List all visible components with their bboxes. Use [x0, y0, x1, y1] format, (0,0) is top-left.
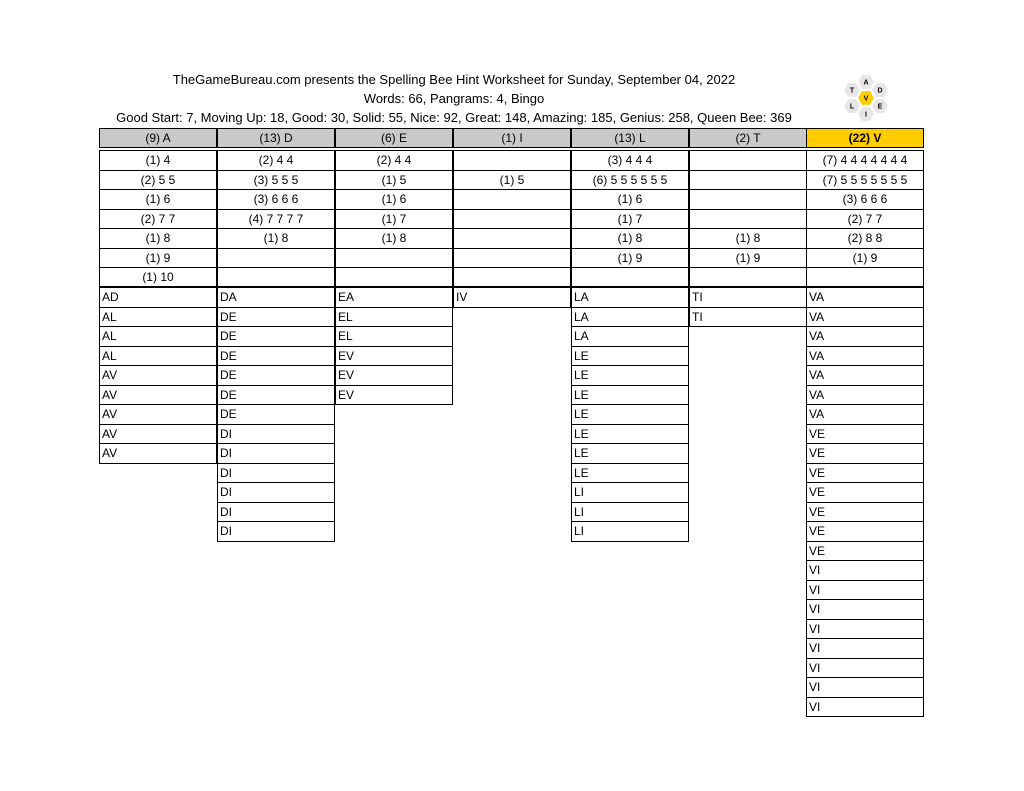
prefix-cell: DA — [217, 287, 335, 308]
prefix-cell: TI — [689, 307, 807, 328]
prefix-cell: DE — [217, 307, 335, 328]
prefix-cell: TI — [689, 287, 807, 308]
hive-logo — [838, 71, 894, 125]
length-count-cell: (2) 4 4 — [335, 150, 453, 170]
length-count-cell: (1) 9 — [689, 248, 807, 268]
prefix-cell: LI — [571, 521, 689, 542]
length-count-cell: (1) 8 — [217, 228, 335, 248]
length-count-cell: (1) 7 — [571, 209, 689, 229]
length-count-cell: (2) 8 8 — [806, 228, 924, 248]
length-count-cell: (1) 8 — [99, 228, 217, 248]
prefix-cell: DI — [217, 502, 335, 523]
length-count-cell — [689, 189, 807, 209]
length-count-cell: (1) 7 — [335, 209, 453, 229]
length-count-cell: (1) 9 — [571, 248, 689, 268]
length-count-cell: (6) 5 5 5 5 5 5 — [571, 170, 689, 190]
prefix-cell: AV — [99, 365, 217, 386]
prefix-cell: DI — [217, 443, 335, 464]
length-count-cell: (3) 4 4 4 — [571, 150, 689, 170]
length-count-cell — [689, 150, 807, 170]
length-count-cell: (2) 7 7 — [806, 209, 924, 229]
length-count-cell: (1) 6 — [99, 189, 217, 209]
prefix-cell: AV — [99, 443, 217, 464]
prefix-cell: VI — [806, 560, 924, 581]
word-count-line: Words: 66, Pangrams: 4, Bingo — [363, 91, 545, 106]
prefix-cell: VA — [806, 346, 924, 367]
prefix-cell: LA — [571, 307, 689, 328]
prefix-cell: AV — [99, 424, 217, 445]
length-count-cell: (1) 8 — [571, 228, 689, 248]
prefix-cell: DE — [217, 346, 335, 367]
prefix-cell: EV — [335, 346, 453, 367]
prefix-cell: VI — [806, 658, 924, 679]
prefix-cell: VE — [806, 443, 924, 464]
prefix-cell: LE — [571, 443, 689, 464]
prefix-cell: AD — [99, 287, 217, 308]
length-count-cell: (1) 5 — [453, 170, 571, 190]
length-count-cell: (3) 6 6 6 — [217, 189, 335, 209]
score-thresholds-line: Good Start: 7, Moving Up: 18, Good: 30, Solid: 55, Nice: 92, Great: 148, Amazing: 185, Genius: 258, Queen Bee: 369 — [116, 110, 792, 125]
prefix-cell: VE — [806, 482, 924, 503]
length-count-cell — [335, 248, 453, 268]
length-count-cell — [689, 170, 807, 190]
prefix-cell: AL — [99, 307, 217, 328]
length-count-cell: (7) 5 5 5 5 5 5 5 — [806, 170, 924, 190]
length-count-cell — [217, 248, 335, 268]
prefix-cell: VI — [806, 697, 924, 718]
prefix-cell: VE — [806, 541, 924, 562]
prefix-cell: VE — [806, 424, 924, 445]
prefix-cell: EL — [335, 326, 453, 347]
prefix-cell: VI — [806, 619, 924, 640]
prefix-cell: LE — [571, 365, 689, 386]
length-count-cell: (2) 5 5 — [99, 170, 217, 190]
prefix-cell: AV — [99, 385, 217, 406]
length-count-cell — [453, 209, 571, 229]
length-count-cell: (1) 6 — [335, 189, 453, 209]
column-header: (9) A — [99, 128, 217, 148]
prefix-cell: LA — [571, 326, 689, 347]
length-count-cell: (3) 5 5 5 — [217, 170, 335, 190]
hive-letter: E — [877, 103, 883, 111]
length-count-cell — [453, 248, 571, 268]
hive-letter: A — [863, 79, 869, 87]
prefix-cell: DI — [217, 463, 335, 484]
worksheet-title — [100, 70, 808, 125]
length-count-cell — [571, 267, 689, 287]
prefix-cell: LE — [571, 385, 689, 406]
length-count-cell: (1) 10 — [99, 267, 217, 287]
length-count-cell: (1) 4 — [99, 150, 217, 170]
prefix-cell: LI — [571, 482, 689, 503]
prefix-cell: LI — [571, 502, 689, 523]
prefix-cell: AL — [99, 346, 217, 367]
length-count-cell: (1) 6 — [571, 189, 689, 209]
length-count-cell — [453, 228, 571, 248]
length-count-cell: (1) 8 — [335, 228, 453, 248]
length-count-cell — [217, 267, 335, 287]
prefix-cell: DE — [217, 404, 335, 425]
length-count-cell — [453, 267, 571, 287]
length-count-cell: (3) 6 6 6 — [806, 189, 924, 209]
length-count-cell — [689, 209, 807, 229]
column-header: (2) T — [689, 128, 807, 148]
prefix-cell: EV — [335, 365, 453, 386]
prefix-cell: VE — [806, 463, 924, 484]
prefix-cell: EL — [335, 307, 453, 328]
prefix-cell: IV — [453, 287, 571, 308]
length-count-cell: (1) 5 — [335, 170, 453, 190]
prefix-cell: DI — [217, 482, 335, 503]
prefix-cell: AL — [99, 326, 217, 347]
prefix-cell: VI — [806, 599, 924, 620]
title-line: TheGameBureau.com presents the Spelling Bee Hint Worksheet for Sunday, September 04, 2022 — [172, 72, 736, 87]
prefix-cell: LE — [571, 346, 689, 367]
prefix-cell: VA — [806, 287, 924, 308]
prefix-cell: DE — [217, 385, 335, 406]
prefix-cell: VA — [806, 326, 924, 347]
prefix-cell: LE — [571, 404, 689, 425]
length-count-cell — [453, 189, 571, 209]
column-header: (13) D — [217, 128, 335, 148]
prefix-cell: VE — [806, 521, 924, 542]
prefix-cell: LE — [571, 424, 689, 445]
hive-letter: T — [849, 87, 855, 95]
length-count-cell: (1) 9 — [806, 248, 924, 268]
prefix-cell: VI — [806, 677, 924, 698]
prefix-cell: DE — [217, 365, 335, 386]
prefix-cell: LA — [571, 287, 689, 308]
prefix-cell: EA — [335, 287, 453, 308]
prefix-cell: EV — [335, 385, 453, 406]
prefix-cell: AV — [99, 404, 217, 425]
length-count-cell — [453, 150, 571, 170]
column-header: (6) E — [335, 128, 453, 148]
length-count-cell: (1) 9 — [99, 248, 217, 268]
prefix-cell: VA — [806, 365, 924, 386]
prefix-cell: DI — [217, 424, 335, 445]
length-count-cell: (1) 8 — [689, 228, 807, 248]
prefix-cell: DI — [217, 521, 335, 542]
column-header: (13) L — [571, 128, 689, 148]
prefix-cell: VE — [806, 502, 924, 523]
prefix-cell: VI — [806, 638, 924, 659]
prefix-cell: VA — [806, 385, 924, 406]
hive-center-letter: V — [863, 95, 869, 103]
prefix-cell: DE — [217, 326, 335, 347]
length-count-cell: (2) 4 4 — [217, 150, 335, 170]
length-count-cell: (7) 4 4 4 4 4 4 4 — [806, 150, 924, 170]
hive-letter: D — [877, 87, 883, 95]
length-count-cell — [806, 267, 924, 287]
column-header: (22) V — [806, 128, 924, 148]
hive-letter: I — [865, 111, 867, 119]
column-header: (1) I — [453, 128, 571, 148]
length-count-cell: (2) 7 7 — [99, 209, 217, 229]
prefix-cell: VI — [806, 580, 924, 601]
length-count-cell — [689, 267, 807, 287]
prefix-cell: VA — [806, 404, 924, 425]
prefix-cell: VA — [806, 307, 924, 328]
length-count-cell — [335, 267, 453, 287]
length-count-cell: (4) 7 7 7 7 — [217, 209, 335, 229]
hive-letter: L — [849, 103, 855, 111]
prefix-cell: LE — [571, 463, 689, 484]
